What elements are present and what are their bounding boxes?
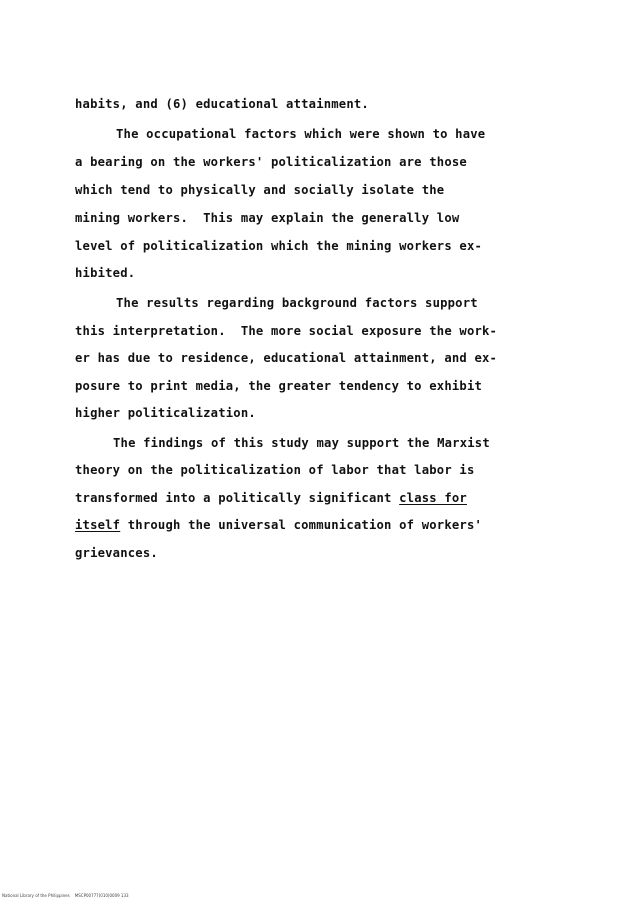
text-line: higher politicalization.	[75, 406, 256, 420]
text-line: a bearing on the workers' politicalization are those	[75, 155, 467, 169]
text-line: grievances.	[75, 546, 158, 560]
text-line	[75, 518, 482, 532]
text-line	[75, 491, 467, 505]
text-line: hibited.	[75, 266, 136, 280]
text-segment: through the universal communication of workers'	[120, 518, 483, 532]
text-line: habits, and (6) educational attainment.	[75, 97, 369, 111]
text-line: The results regarding background factors support	[116, 296, 478, 310]
text-line: The findings of this study may support the Marxist	[113, 436, 490, 450]
underlined-text: class for	[399, 491, 467, 505]
archive-footer: National Library of the Philippines MSCP00777(010)0009 133	[2, 893, 129, 898]
text-line: The occupational factors which were shown to have	[116, 127, 486, 141]
text-line: er has due to residence, educational attainment, and ex-	[75, 351, 498, 365]
text-line: which tend to physically and socially isolate the	[75, 183, 445, 197]
text-line: mining workers. This may explain the generally low	[75, 211, 460, 225]
underlined-text: itself	[75, 518, 121, 532]
text-line: theory on the politicalization of labor that labor is	[75, 463, 475, 477]
text-segment: transformed into a politically significant	[75, 491, 400, 505]
text-line: this interpretation. The more social exposure the work-	[75, 324, 498, 338]
text-line: level of politicalization which the mining workers ex-	[75, 239, 483, 253]
text-line: posure to print media, the greater tendency to exhibit	[75, 379, 483, 393]
